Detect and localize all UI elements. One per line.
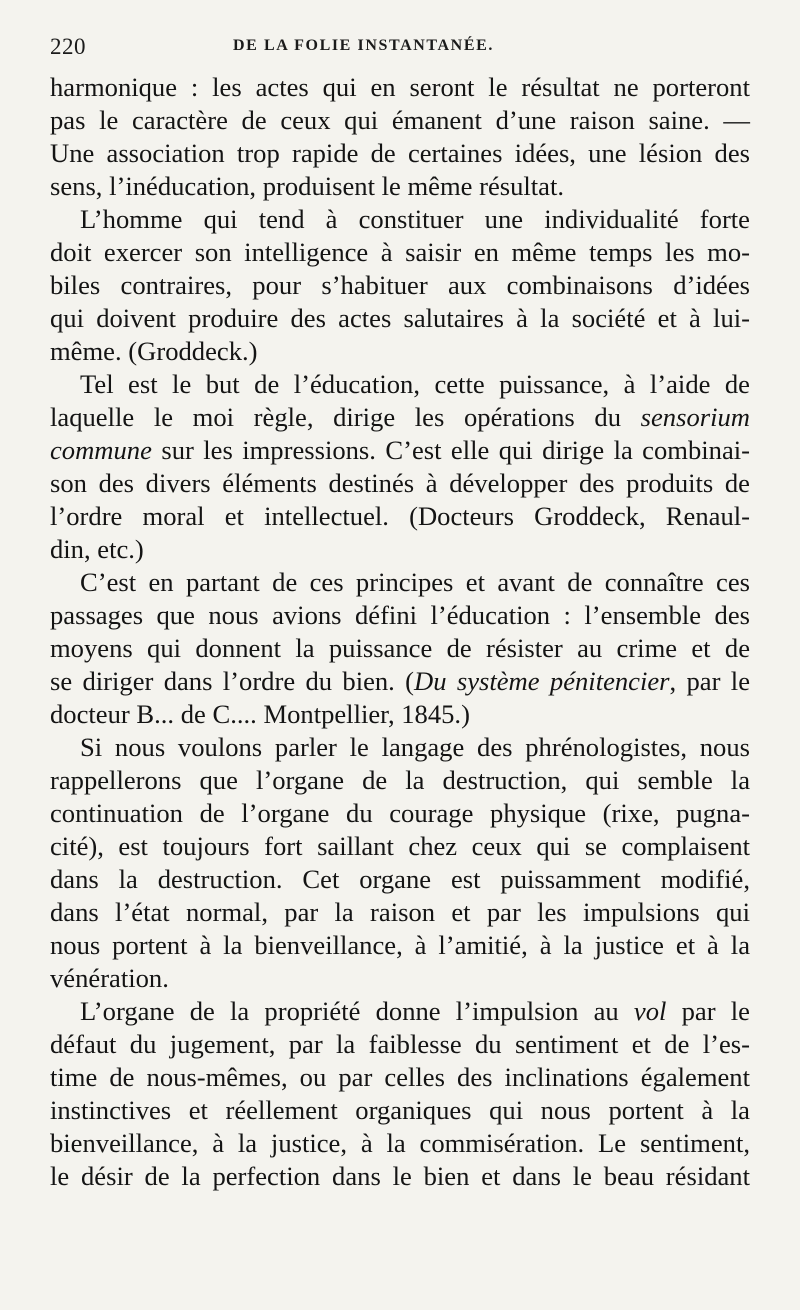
text-line: time de nous-mêmes, ou par celles des inclinations également [50, 1062, 750, 1092]
italic-term: sensorium [640, 402, 750, 432]
paragraph [50, 71, 750, 203]
text-line: l’ordre moral et intellectuel. (Docteurs Groddeck, Renaul- [50, 501, 750, 531]
paragraph [50, 731, 750, 995]
text-line [50, 665, 750, 698]
text-line: cité), est toujours fort saillant chez ceux qui se complaisent [50, 831, 750, 861]
text-segment: , par le [669, 666, 750, 696]
page-number: 220 [50, 34, 86, 59]
running-head: DE LA FOLIE INSTANTANÉE. [233, 37, 494, 54]
paragraph [50, 203, 750, 368]
text-line: pas le caractère de ceux qui émanent d’une raison saine. — [50, 105, 750, 135]
text-line: dans la destruction. Cet organe est puissamment modifié, [50, 864, 750, 894]
text-line: din, etc.) [50, 534, 144, 564]
paragraph [50, 995, 750, 1193]
text-line: harmonique : les actes qui en seront le résultat ne porteront [50, 72, 750, 102]
text-line: Une association trop rapide de certaines idées, une lésion des [50, 138, 750, 168]
text-line: docteur B... de C.... Montpellier, 1845.) [50, 699, 470, 729]
text-line: doit exercer son intelligence à saisir en même temps les mo- [50, 237, 750, 267]
text-line: son des divers éléments destinés à développer des produits de [50, 468, 750, 498]
text-segment: se diriger dans l’ordre du bien. ( [50, 666, 415, 696]
italic-term: commune [50, 435, 152, 465]
text-line: le désir de la perfection dans le bien et dans le beau résidant [50, 1161, 750, 1191]
text-segment: L’organe de la propriété donne l’impulsion au [80, 996, 619, 1026]
text-line: défaut du jugement, par la faiblesse du sentiment et de l’es- [50, 1029, 750, 1059]
text-line: Si nous voulons parler le langage des phrénologistes, nous [80, 732, 750, 762]
page-header [50, 34, 750, 64]
text-line [50, 401, 750, 434]
text-segment: sur les impressions. C’est elle qui dirige la combinai- [161, 435, 750, 465]
text-line: nous portent à la bienveillance, à l’amitié, à la justice et à la [50, 930, 750, 960]
italic-term: vol [633, 996, 667, 1026]
text-line: continuation de l’organe du courage physique (rixe, pugna- [50, 798, 750, 828]
text-line: biles contraires, pour s’habituer aux combinaisons d’idées [50, 270, 750, 300]
text-line: rappellerons que l’organe de la destruction, qui semble la [50, 765, 750, 795]
paragraph [50, 368, 750, 566]
italic-title: Du système pénitencier [414, 666, 670, 696]
text-segment: par le [681, 996, 750, 1026]
paragraph [50, 566, 750, 731]
text-line: bienveillance, à la justice, à la commisération. Le sentiment, [50, 1128, 750, 1158]
body-text [50, 71, 750, 1193]
text-line: instinctives et réellement organiques qui nous portent à la [50, 1095, 750, 1125]
text-line: moyens qui donnent la puissance de résister au crime et de [50, 633, 750, 663]
text-line [50, 995, 750, 1028]
text-line: sens, l’inéducation, produisent le même résultat. [50, 171, 565, 201]
text-line: Tel est le but de l’éducation, cette puissance, à l’aide de [80, 369, 750, 399]
text-line: passages que nous avions défini l’éducation : l’ensemble des [50, 600, 750, 630]
text-line: vénération. [50, 963, 169, 993]
text-line: L’homme qui tend à constituer une individualité forte [80, 204, 750, 234]
text-line: C’est en partant de ces principes et avant de connaître ces [80, 567, 750, 597]
text-line: dans l’état normal, par la raison et par les impulsions qui [50, 897, 750, 927]
text-line: qui doivent produire des actes salutaires à la société et à lui- [50, 303, 750, 333]
text-segment: laquelle le moi règle, dirige les opérations du [50, 402, 621, 432]
text-line: même. (Groddeck.) [50, 336, 258, 366]
text-line [50, 434, 750, 467]
